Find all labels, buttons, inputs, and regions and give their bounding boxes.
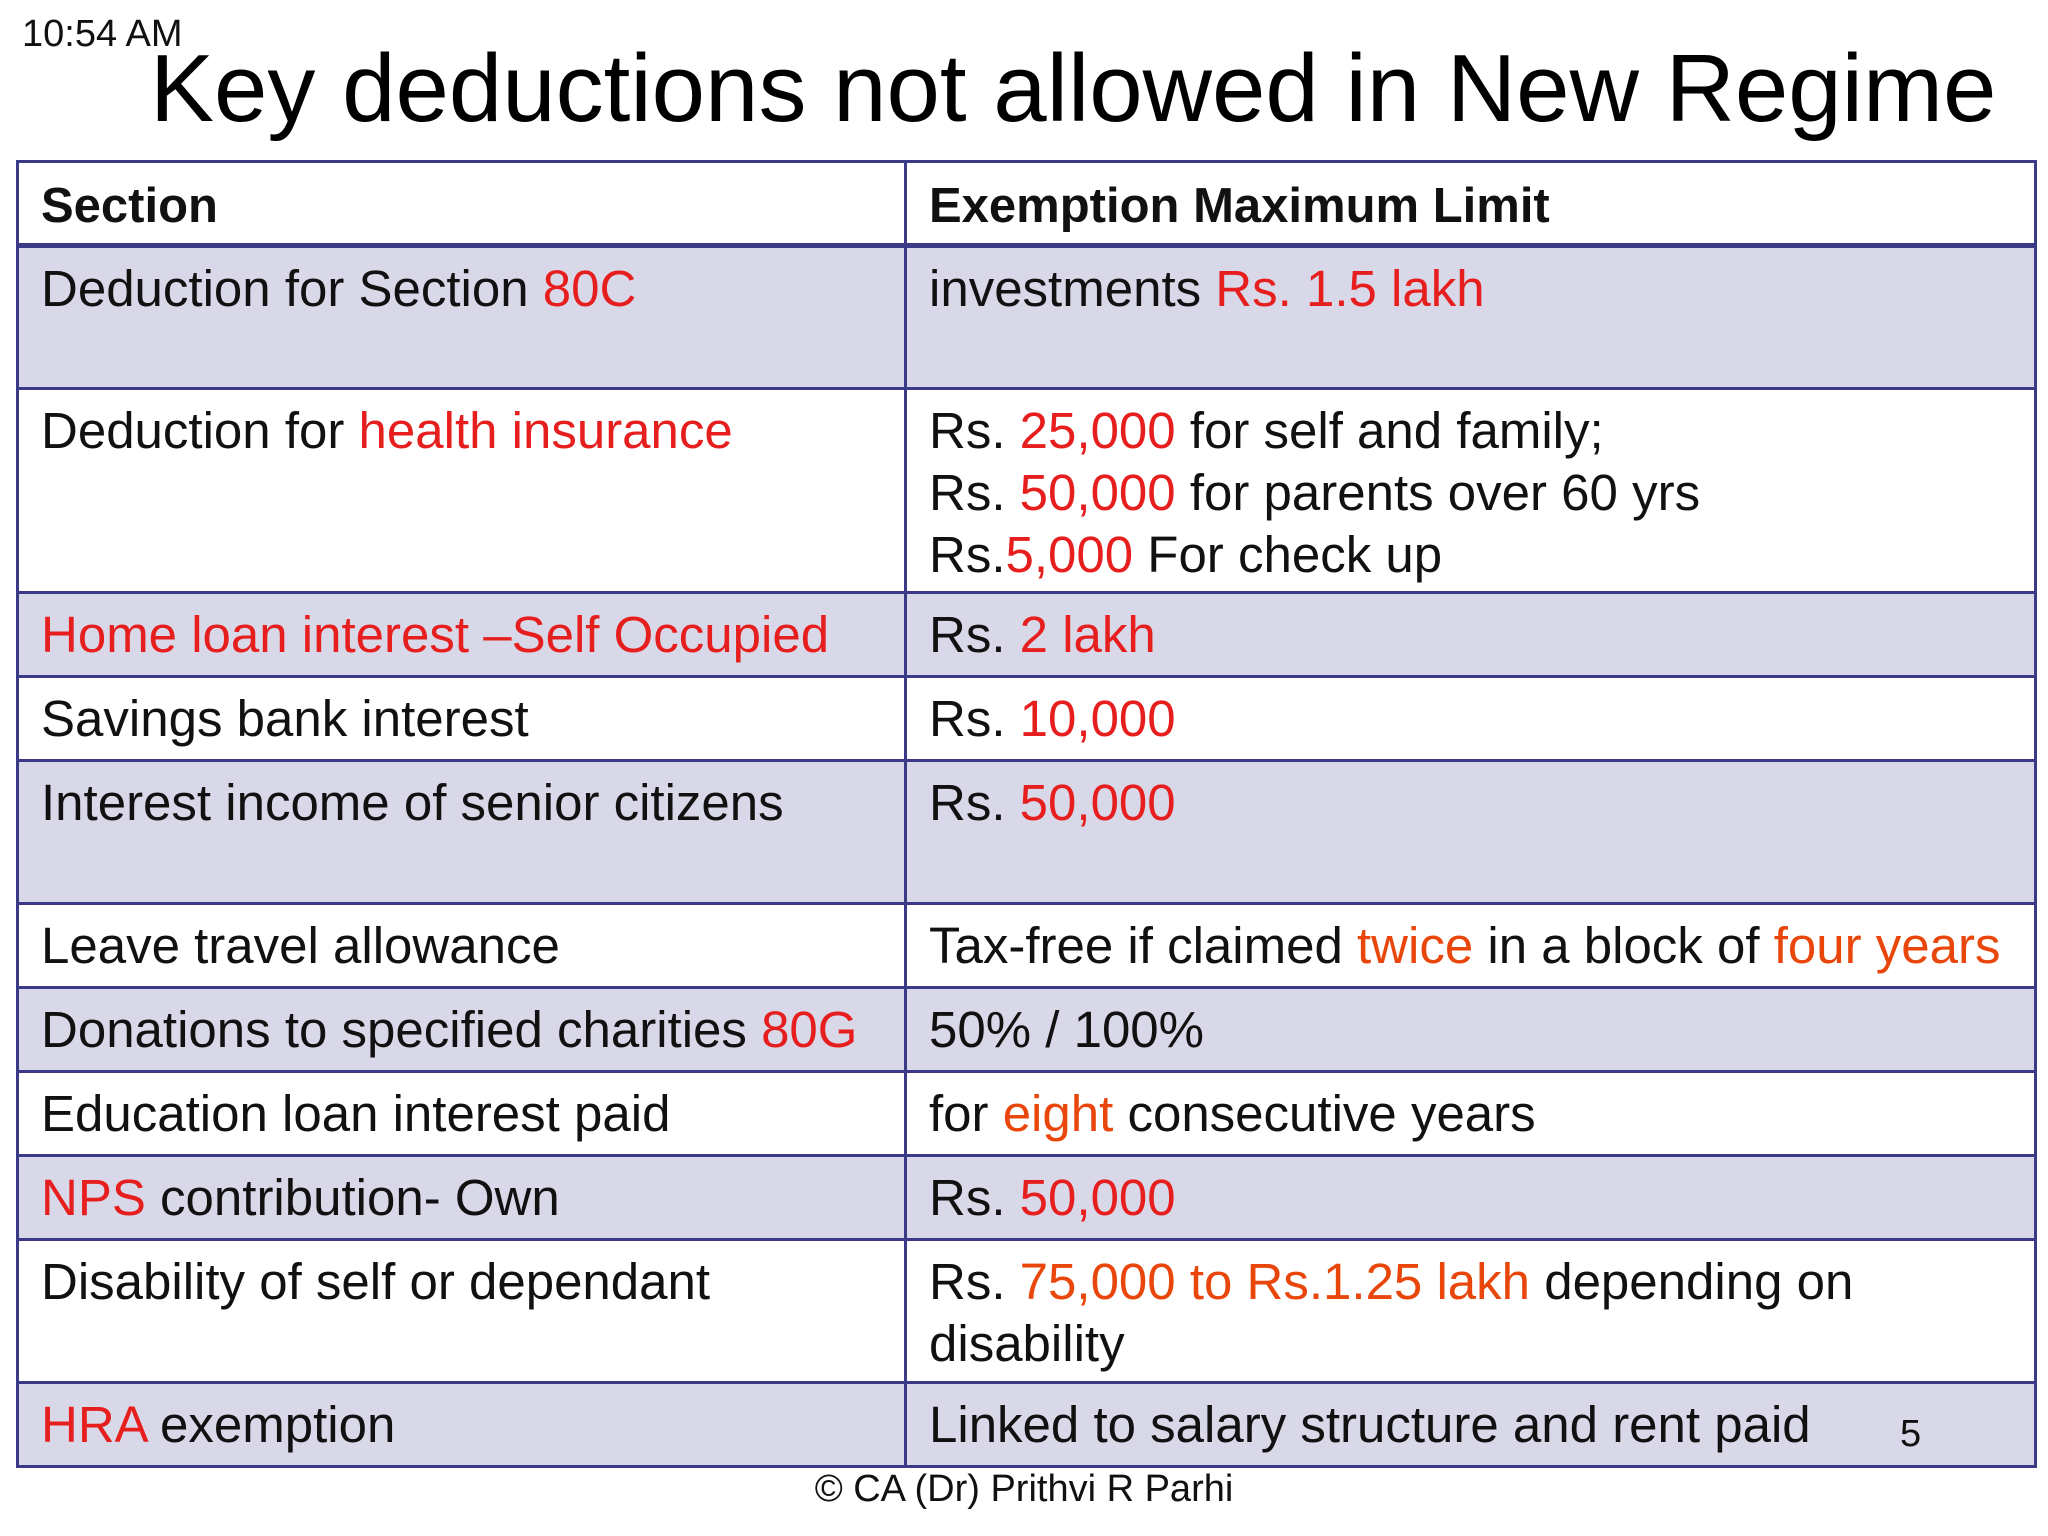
table-row xyxy=(18,988,2036,1072)
table-body xyxy=(18,246,2036,1467)
highlighted-text: 80G xyxy=(761,1001,858,1058)
limit-line xyxy=(929,1167,2014,1229)
section-cell xyxy=(18,1072,906,1156)
cell-text: Rs. xyxy=(929,774,1020,831)
limit-cell xyxy=(906,1240,2036,1383)
table-row xyxy=(18,1240,2036,1383)
limit-line xyxy=(929,1083,2014,1145)
table-row xyxy=(18,1383,2036,1467)
cell-text: Deduction for Section xyxy=(41,260,543,317)
highlighted-text: 50,000 xyxy=(1019,464,1176,521)
highlighted-text: 25,000 xyxy=(1019,402,1176,459)
cell-text: 50% / 100% xyxy=(929,1001,1205,1058)
section-cell xyxy=(18,904,906,988)
highlighted-text: NPS xyxy=(41,1169,146,1226)
cell-text: consecutive years xyxy=(1113,1085,1536,1142)
limit-line xyxy=(929,1313,2014,1375)
highlighted-text: twice xyxy=(1356,917,1474,974)
cell-text: Rs. xyxy=(929,402,1020,459)
table-row xyxy=(18,1156,2036,1240)
limit-cell xyxy=(906,389,2036,593)
limit-cell xyxy=(906,246,2036,389)
highlighted-text: 5,000 xyxy=(1005,526,1134,583)
limit-cell xyxy=(906,1072,2036,1156)
cell-text: Disability of self or dependant xyxy=(41,1253,711,1310)
deductions-table xyxy=(16,160,2037,1468)
highlighted-text: 50,000 xyxy=(1019,774,1176,831)
table-header-row xyxy=(18,162,2036,246)
limit-line xyxy=(929,772,2014,834)
table-row xyxy=(18,246,2036,389)
cell-text: Leave travel allowance xyxy=(41,917,560,974)
cell-text: investments xyxy=(929,260,1216,317)
cell-text: for parents over 60 yrs xyxy=(1175,464,1701,521)
highlighted-text: four years xyxy=(1773,917,2001,974)
limit-cell xyxy=(906,904,2036,988)
slide-title: Key deductions not allowed in New Regime xyxy=(150,35,1997,142)
cell-text: Rs. xyxy=(929,690,1020,747)
cell-text: exemption xyxy=(145,1396,396,1453)
section-cell xyxy=(18,1240,906,1383)
table-row xyxy=(18,389,2036,593)
highlighted-text: eight xyxy=(1002,1085,1114,1142)
copyright-footer: © CA (Dr) Prithvi R Parhi xyxy=(814,1468,1234,1510)
table-row xyxy=(18,761,2036,904)
cell-text: Rs. xyxy=(929,606,1020,663)
section-cell xyxy=(18,761,906,904)
cell-text: Rs. xyxy=(929,1253,1020,1310)
limit-line xyxy=(929,1251,2014,1313)
limit-line xyxy=(929,400,2014,462)
limit-line xyxy=(929,524,2014,586)
limit-cell xyxy=(906,593,2036,677)
highlighted-text: 10,000 xyxy=(1019,690,1176,747)
cell-text: Rs. xyxy=(929,1169,1020,1226)
limit-line xyxy=(929,258,2014,320)
table-row xyxy=(18,1072,2036,1156)
limit-line xyxy=(929,462,2014,524)
highlighted-text: Rs. 1.5 lakh xyxy=(1215,260,1485,317)
limit-line xyxy=(929,1394,2014,1456)
cell-text: for self and family; xyxy=(1175,402,1604,459)
cell-text: contribution- Own xyxy=(145,1169,560,1226)
highlighted-text: 75,000 to Rs.1.25 lakh xyxy=(1019,1253,1531,1310)
highlighted-text: 80C xyxy=(542,260,637,317)
limit-cell xyxy=(906,677,2036,761)
section-cell xyxy=(18,677,906,761)
cell-text: depending on xyxy=(1530,1253,1854,1310)
limit-cell xyxy=(906,1383,2036,1467)
limit-line xyxy=(929,999,2014,1061)
section-cell xyxy=(18,246,906,389)
cell-text: Tax-free if claimed xyxy=(929,917,1357,974)
table-row xyxy=(18,593,2036,677)
table-row xyxy=(18,677,2036,761)
highlighted-text: Home loan interest –Self Occupied xyxy=(41,606,830,663)
limit-line xyxy=(929,688,2014,750)
section-cell xyxy=(18,389,906,593)
cell-text: Deduction for xyxy=(41,402,359,459)
cell-text: Interest income of senior citizens xyxy=(41,774,784,831)
limit-cell xyxy=(906,988,2036,1072)
highlighted-text: 50,000 xyxy=(1019,1169,1176,1226)
limit-cell xyxy=(906,761,2036,904)
cell-text: Linked to salary structure and rent paid xyxy=(929,1396,1811,1453)
page-number: 5 xyxy=(1900,1413,1922,1455)
section-cell xyxy=(18,1156,906,1240)
section-cell xyxy=(18,593,906,677)
limit-cell xyxy=(906,1156,2036,1240)
cell-text: Rs. xyxy=(929,464,1020,521)
highlighted-text: health insurance xyxy=(358,402,733,459)
highlighted-text: 2 lakh xyxy=(1019,606,1156,663)
cell-text: Savings bank interest xyxy=(41,690,529,747)
cell-text: Education loan interest paid xyxy=(41,1085,671,1142)
section-cell xyxy=(18,1383,906,1467)
cell-text: for xyxy=(929,1085,1003,1142)
highlighted-text: HRA xyxy=(41,1396,146,1453)
column-header-section: Section xyxy=(18,162,906,246)
cell-text: Donations to specified charities xyxy=(41,1001,762,1058)
limit-line xyxy=(929,604,2014,666)
column-header-exemption-limit: Exemption Maximum Limit xyxy=(906,162,2036,246)
cell-text: For check up xyxy=(1133,526,1443,583)
section-cell xyxy=(18,988,906,1072)
limit-line xyxy=(929,915,2014,977)
table-row xyxy=(18,904,2036,988)
timestamp: 10:54 AM xyxy=(22,13,183,55)
cell-text: Rs. xyxy=(929,526,1006,583)
cell-text: disability xyxy=(929,1315,1125,1372)
cell-text: in a block of xyxy=(1473,917,1774,974)
